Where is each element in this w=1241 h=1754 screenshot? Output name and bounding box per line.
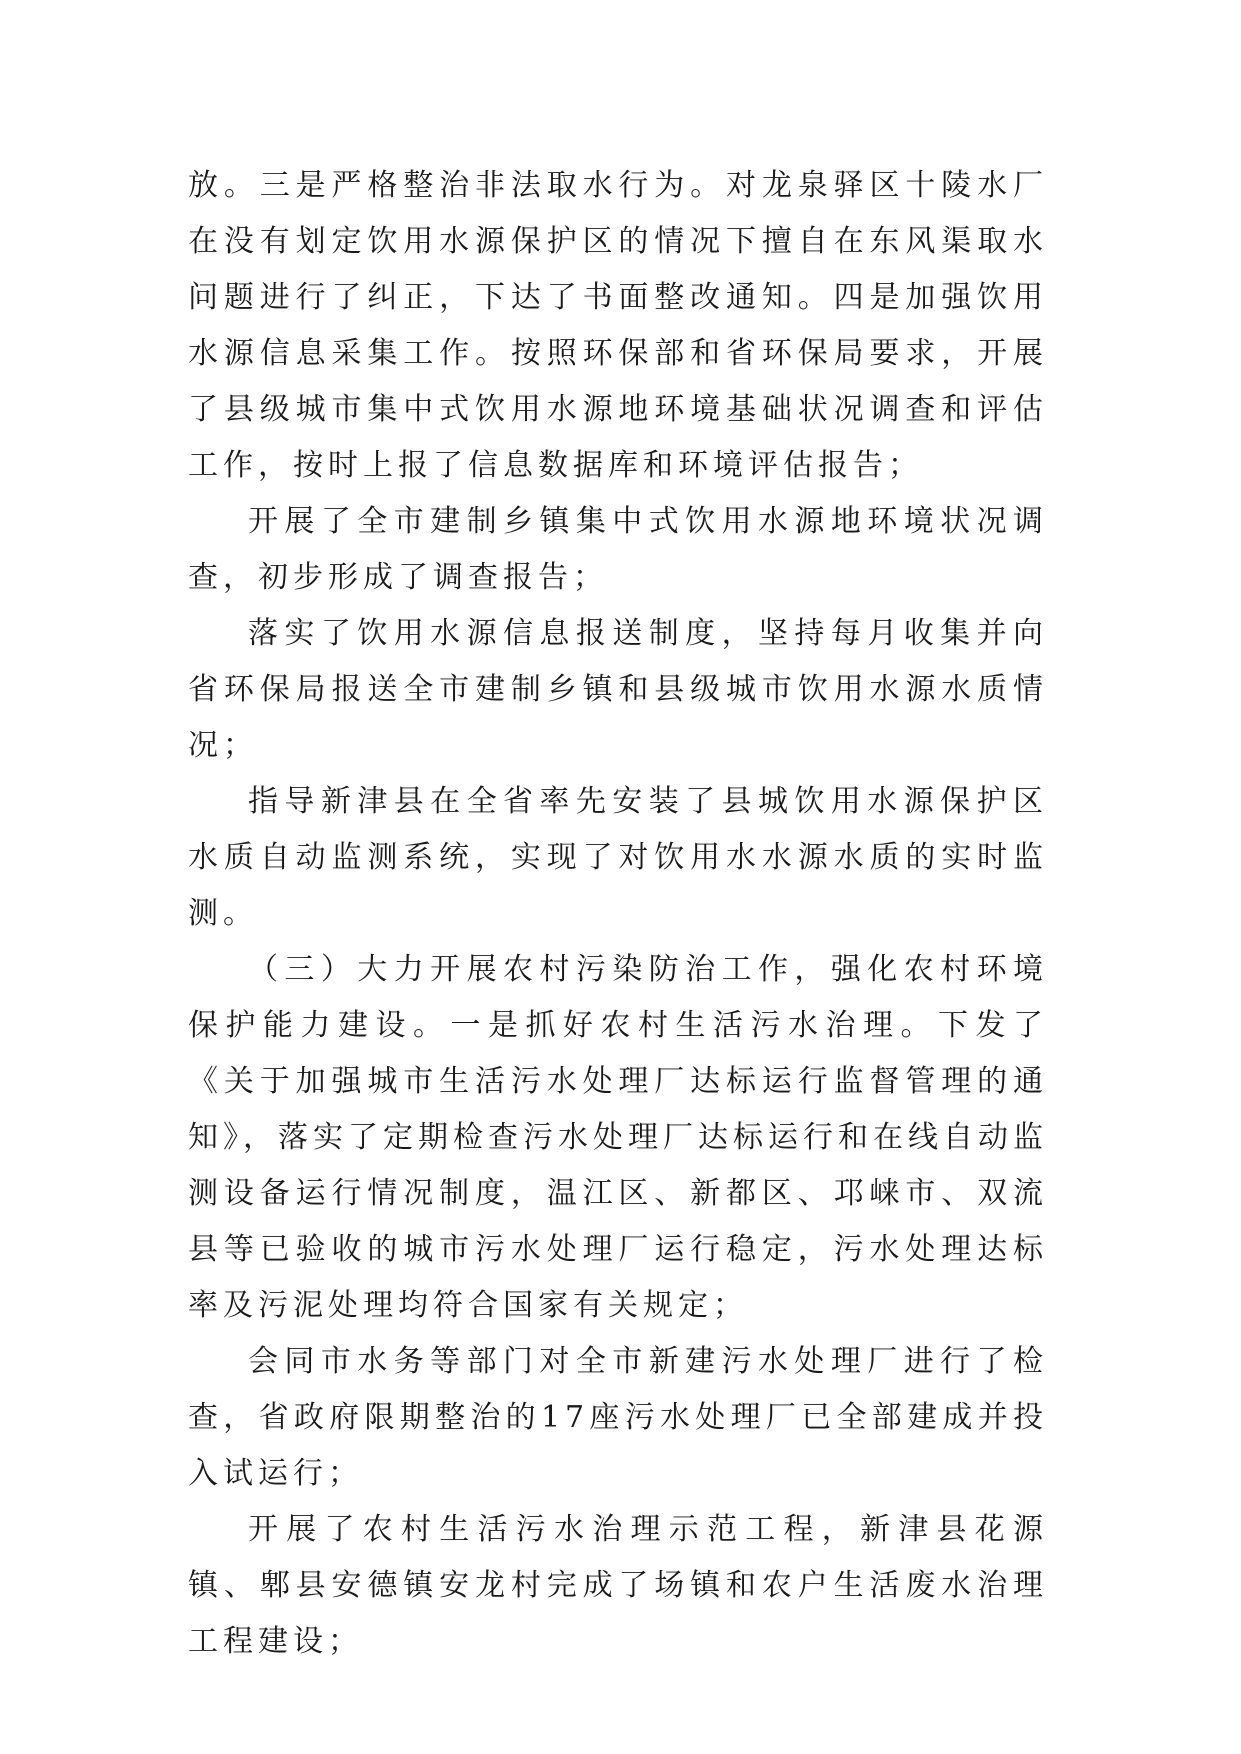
document-body	[188, 158, 1048, 1670]
paragraph: 指导新津县在全省率先安装了县城饮用水源保护区水质自动监测系统，实现了对饮用水水源水质的实时监测。	[188, 784, 1048, 931]
paragraph: 落实了饮用水源信息报送制度，坚持每月收集并向省环保局报送全市建制乡镇和县级城市饮用水源水质情况；	[188, 616, 1048, 763]
paragraph-continuation: 放。三是严格整治非法取水行为。对龙泉驿区十陵水厂在没有划定饮用水源保护区的情况下擅自在东风渠取水问题进行了纠正，下达了书面整改通知。四是加强饮用水源信息采集工作。按照环保部和省环保局要求，开展了县级城市集中式饮用水源地环境基础状况调查和评估工作，按时上报了信息数据库和环境评估报告；	[188, 168, 1048, 483]
paragraph: 开展了全市建制乡镇集中式饮用水源地环境状况调查，初步形成了调查报告；	[188, 504, 1048, 595]
section-paragraph: （三）大力开展农村污染防治工作，强化农村环境保护能力建设。一是抓好农村生活污水治理。下发了《关于加强城市生活污水处理厂达标运行监督管理的通知》，落实了定期检查污水处理厂达标运行和在线自动监测设备运行情况制度，温江区、新都区、邛崃市、双流县等已验收的城市污水处理厂运行稳定，污水处理达标率及污泥处理均符合国家有关规定；	[188, 952, 1048, 1323]
paragraph: 会同市水务等部门对全市新建污水处理厂进行了检查，省政府限期整治的17座污水处理厂已全部建成并投入试运行；	[188, 1344, 1048, 1491]
paragraph: 开展了农村生活污水治理示范工程，新津县花源镇、郫县安德镇安龙村完成了场镇和农户生活废水治理工程建设；	[188, 1512, 1048, 1659]
